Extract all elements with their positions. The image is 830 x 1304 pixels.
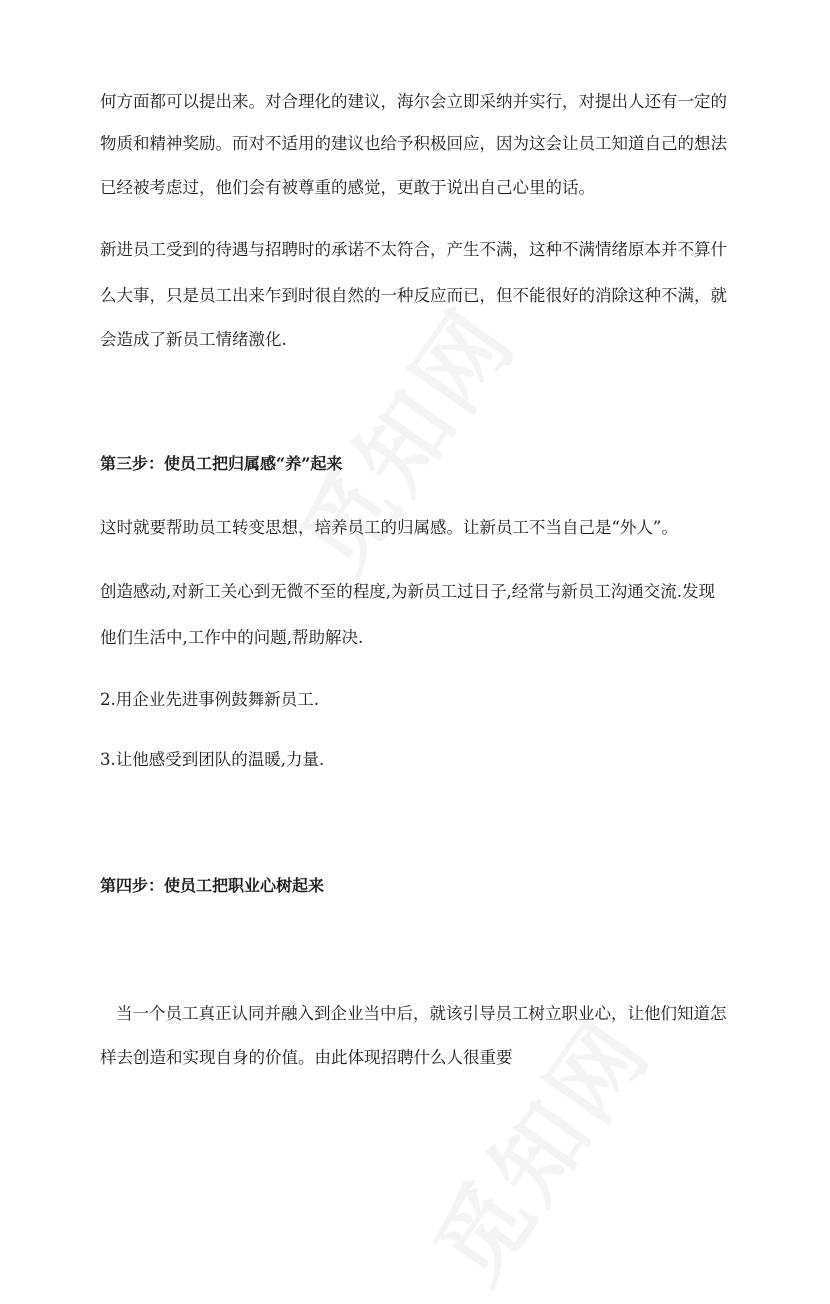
watermark-logo [264,278,541,595]
paragraph-line: 这时就要帮助员工转变思想，培养员工的归属感。让新员工不当自己是“外人”。 [100,518,678,537]
watermark-logo [399,988,676,1304]
paragraph-line: 已经被考虑过，他们会有被尊重的感觉，更敢于说出自己心里的话。 [100,178,595,197]
paragraph-line: 当一个员工真正认同并融入到企业当中后，就该引导员工树立职业心，让他们知道怎 [116,1004,727,1023]
paragraph-line: 新进员工受到的待遇与招聘时的承诺不太符合，产生不满，这种不满情绪原本并不算什 [100,240,727,259]
list-item: 2.用企业先进事例鼓舞新员工. [100,690,319,709]
paragraph-line: 样去创造和实现自身的价值。由此体现招聘什么人很重要 [100,1048,513,1067]
list-item-line: 创造感动,对新工关心到无微不至的程度,为新员工过日子,经常与新员工沟通交流.发现 [100,582,715,601]
paragraph-line: 何方面都可以提出来。对合理化的建议，海尔会立即采纳并实行，对提出人还有一定的 [100,92,727,111]
paragraph-line: 么大事，只是员工出来乍到时很自然的一种反应而已，但不能很好的消除这种不满，就 [100,286,727,305]
section-heading-step4: 第四步：使员工把职业心树起来 [100,876,325,895]
list-item-line: 他们生活中,工作中的问题,帮助解决. [100,628,364,647]
list-item: 3.让他感受到团队的温暖,力量. [100,750,325,769]
section-heading-step3: 第三步：使员工把归属感“养”起来 [100,454,343,473]
paragraph-line: 会造成了新员工情绪激化. [100,330,287,349]
paragraph-line: 物质和精神奖励。而对不适用的建议也给予积极回应，因为这会让员工知道自己的想法 [100,134,727,153]
